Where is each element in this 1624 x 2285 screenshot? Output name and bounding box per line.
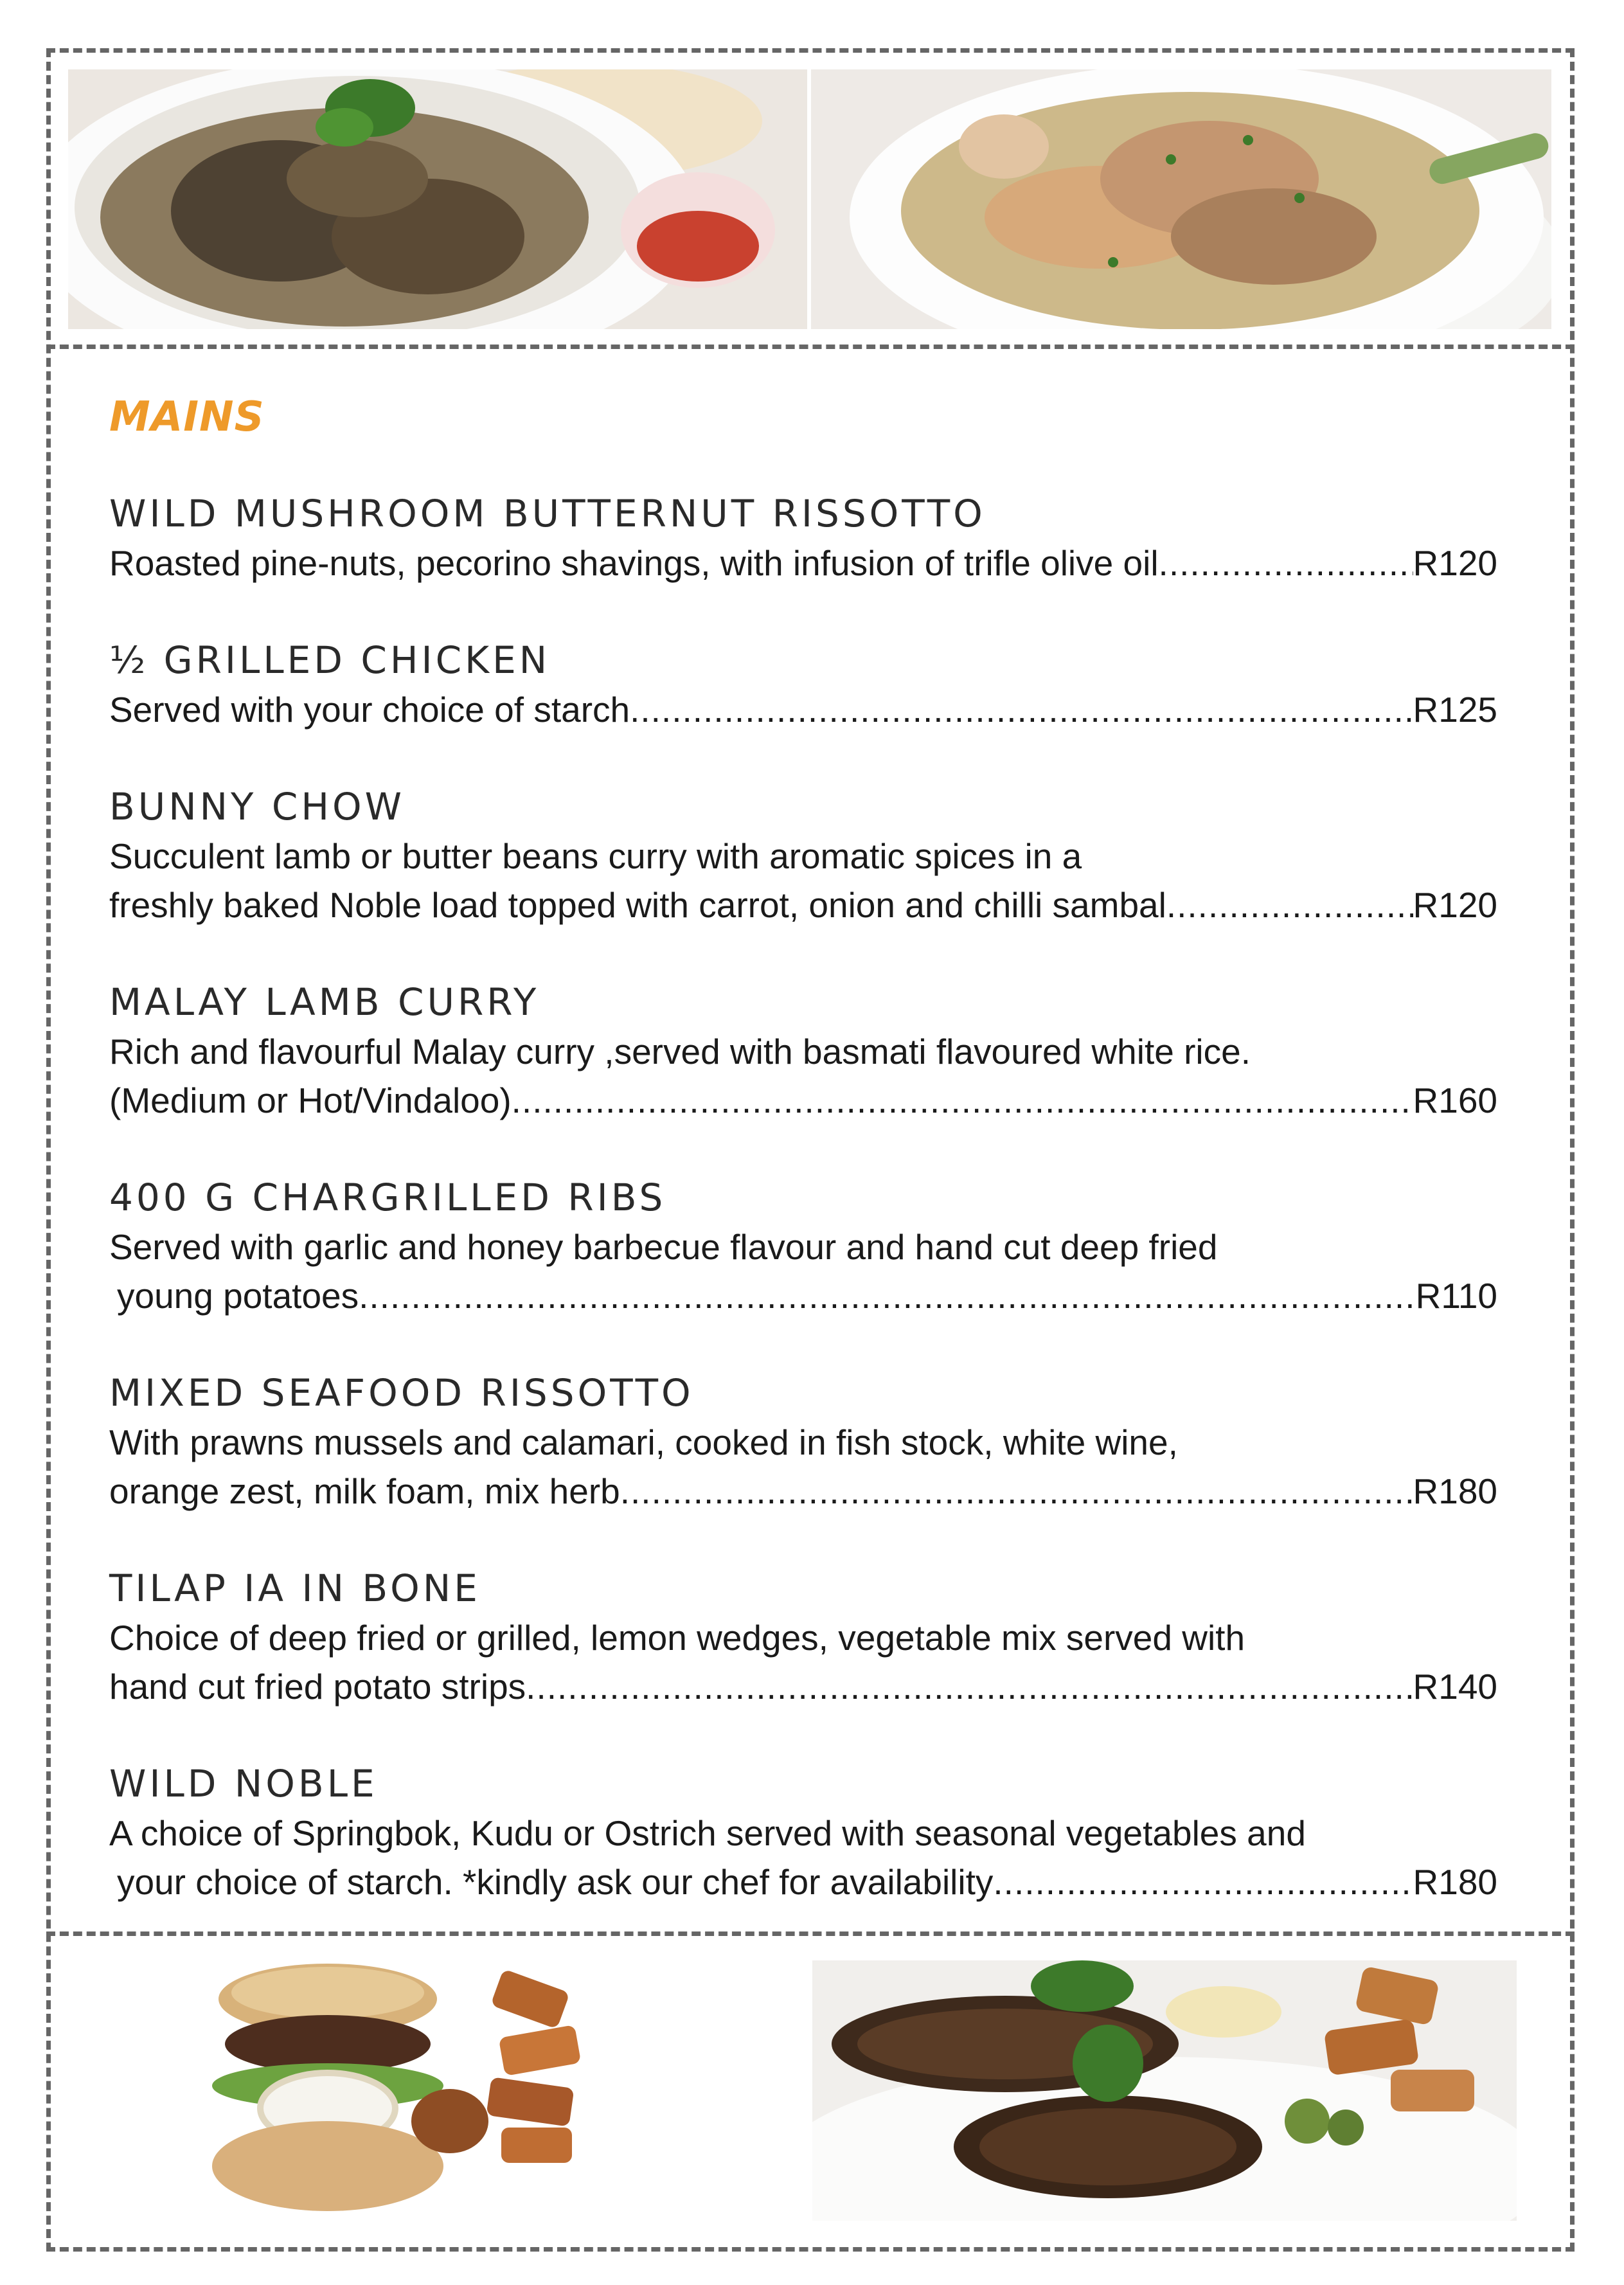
item-name: BUNNY CHOW	[109, 785, 405, 829]
description-text: Served with your choice of starch	[109, 690, 630, 730]
item-price: R110	[1415, 1276, 1497, 1316]
item-price: R180	[1413, 1471, 1497, 1511]
description-text: orange zest, milk foam, mix herb	[109, 1471, 620, 1511]
description-line: With prawns mussels and calamari, cooked in fish stock, white wine,	[109, 1422, 1178, 1462]
lamb-curry-photo	[68, 69, 807, 329]
menu-item	[109, 1368, 1497, 1516]
item-description	[109, 1271, 1497, 1320]
dot-leader	[993, 1858, 1413, 1906]
description-text: hand cut fried potato strips	[109, 1667, 526, 1707]
item-name: TILAP IA IN BONE	[109, 1566, 481, 1610]
dot-leader	[630, 685, 1413, 734]
item-name: 400 G CHARGRILLED RIBS	[109, 1176, 666, 1219]
item-price: R160	[1413, 1080, 1497, 1120]
item-price: R120	[1413, 543, 1497, 583]
item-name: WILD NOBLE	[109, 1762, 378, 1806]
dot-leader	[526, 1662, 1413, 1711]
menu-item	[109, 977, 1497, 1125]
description-text: freshly baked Noble load topped with carrot, onion and chilli sambal	[109, 885, 1166, 925]
menu-item	[109, 1759, 1497, 1906]
description-text: your choice of starch. *kindly ask our chef for availability	[117, 1862, 994, 1902]
item-name: MIXED SEAFOOD RISSOTTO	[109, 1371, 694, 1415]
item-description	[109, 1076, 1497, 1125]
menu-item	[109, 1563, 1497, 1711]
dot-leader	[620, 1467, 1413, 1516]
chicken-stew-photo	[811, 69, 1551, 329]
item-price: R180	[1413, 1862, 1497, 1902]
description-text: (Medium or Hot/Vindaloo)	[109, 1080, 512, 1120]
bottom-divider	[46, 1931, 1575, 1936]
description-text: Roasted pine-nuts, pecorino shavings, with infusion of trifle olive oil	[109, 543, 1159, 583]
description-line: A choice of Springbok, Kudu or Ostrich served with seasonal vegetables and	[109, 1813, 1306, 1853]
item-price: R125	[1413, 690, 1497, 730]
item-description	[109, 685, 1497, 734]
item-price: R120	[1413, 885, 1497, 925]
dot-leader	[1166, 881, 1413, 929]
menu-item	[109, 1172, 1497, 1320]
menu-item	[109, 635, 1497, 734]
item-description	[109, 1467, 1497, 1516]
item-description	[109, 1662, 1497, 1711]
dot-leader	[512, 1076, 1413, 1125]
item-name: WILD MUSHROOM BUTTERNUT RISSOTTO	[109, 492, 986, 535]
menu-item	[109, 782, 1497, 929]
dot-leader	[359, 1271, 1415, 1320]
item-name: ½ GRILLED CHICKEN	[109, 638, 551, 682]
item-name: MALAY LAMB CURRY	[109, 980, 540, 1024]
description-line: Succulent lamb or butter beans curry with aromatic spices in a	[109, 836, 1082, 876]
grilled-fish-photo	[812, 1960, 1517, 2221]
item-description	[109, 539, 1497, 587]
burger-fries-photo	[193, 1960, 656, 2218]
description-text: young potatoes	[117, 1276, 359, 1316]
item-description	[109, 881, 1497, 929]
menu-item	[109, 488, 1497, 587]
item-description	[109, 1858, 1497, 1906]
description-line: Rich and flavourful Malay curry ,served with basmati flavoured white rice.	[109, 1032, 1251, 1071]
menu-list	[109, 488, 1497, 1906]
item-price: R140	[1413, 1667, 1497, 1707]
description-line: Served with garlic and honey barbecue flavour and hand cut deep fried	[109, 1227, 1218, 1267]
top-divider	[46, 345, 1575, 349]
dot-leader	[1159, 539, 1413, 587]
description-line: Choice of deep fried or grilled, lemon wedges, vegetable mix served with	[109, 1618, 1245, 1658]
section-title: MAINS	[109, 393, 265, 441]
